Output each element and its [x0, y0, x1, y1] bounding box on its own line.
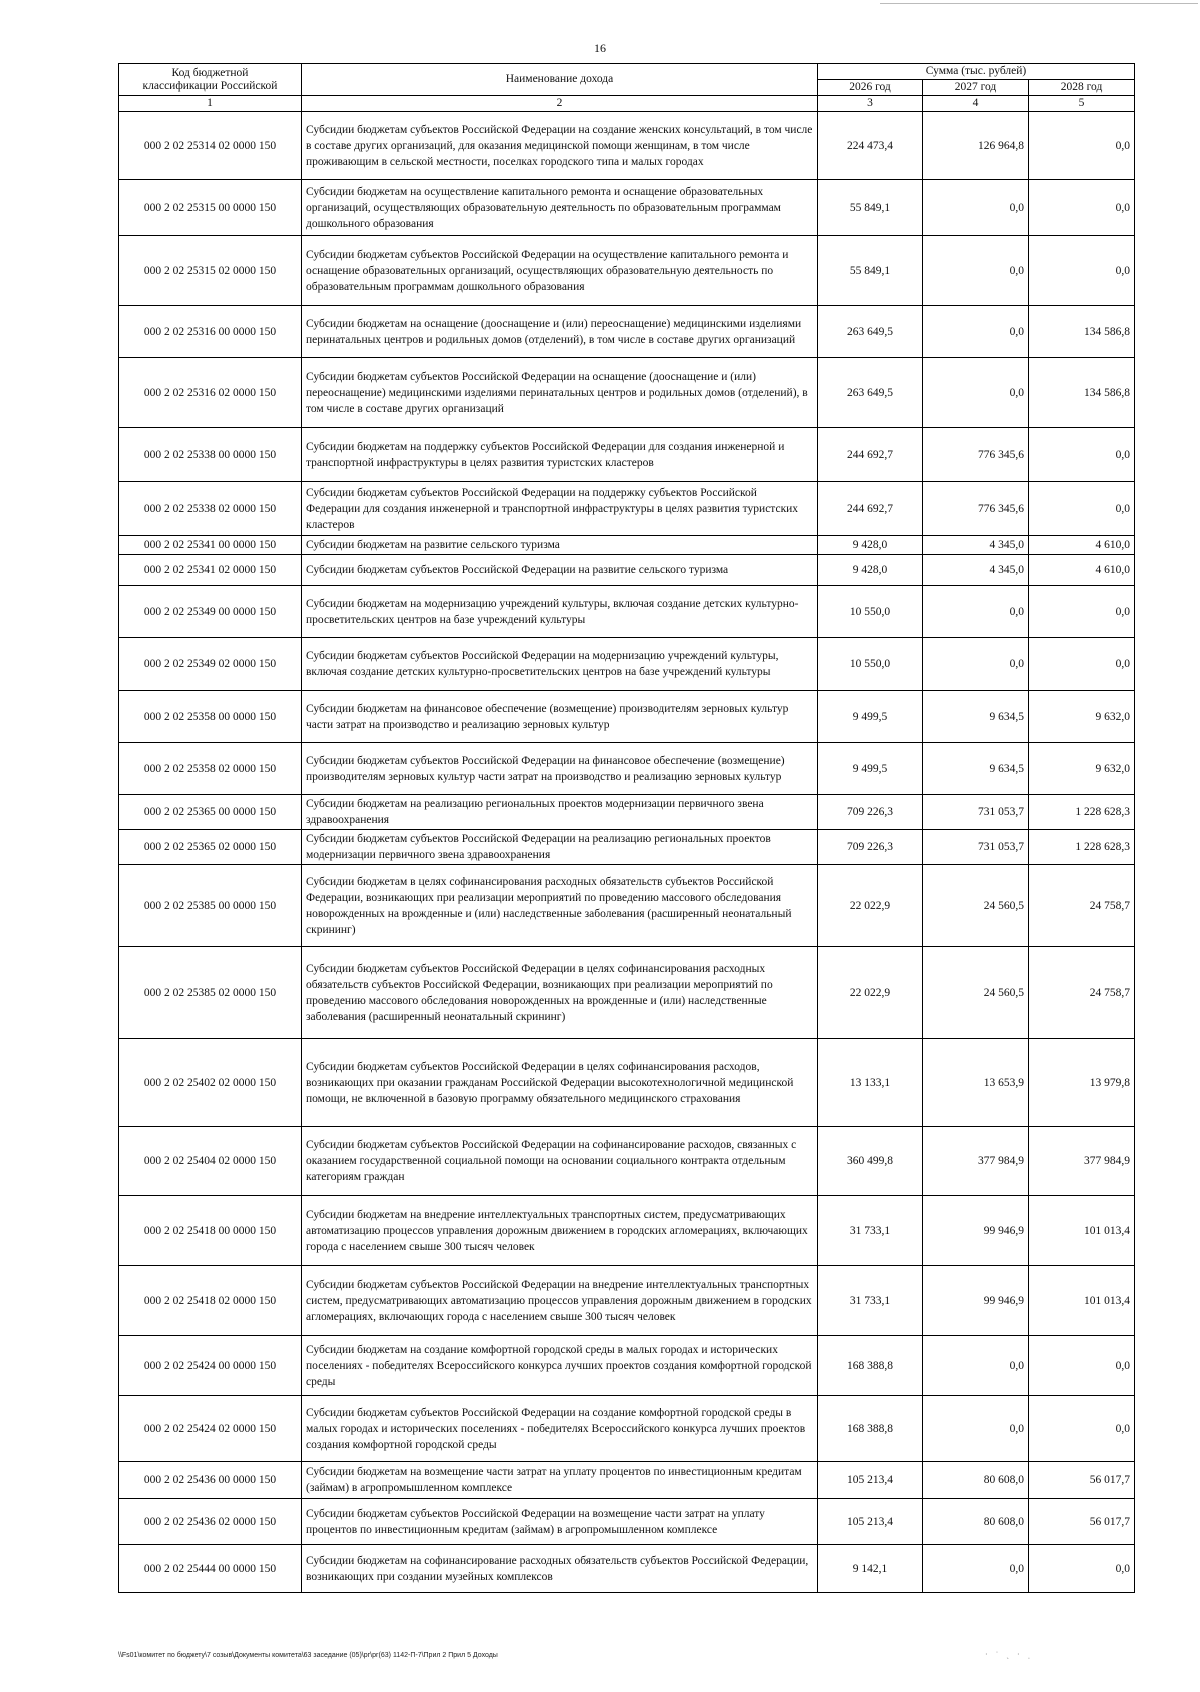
value-2028-cell: 0,0	[1029, 1336, 1135, 1396]
header-num-5: 5	[1029, 96, 1135, 112]
header-code: Код бюджетной классификации Российской	[119, 64, 302, 96]
value-2028-cell: 134 586,8	[1029, 306, 1135, 358]
value-2027-cell: 13 653,9	[923, 1039, 1029, 1127]
header-year-2027: 2027 год	[923, 80, 1029, 96]
table-row	[119, 112, 1135, 180]
value-2027-cell: 80 608,0	[923, 1462, 1029, 1499]
value-2028-cell: 4 610,0	[1029, 555, 1135, 586]
table-row	[119, 1396, 1135, 1462]
header-num-4: 4	[923, 96, 1029, 112]
value-2027-cell: 0,0	[923, 1396, 1029, 1462]
name-cell: Субсидии бюджетам субъектов Российской Федерации на финансовое обеспечение (возмещение) производителям зерновых культур части затрат на производство и реализацию зерновых культур	[302, 743, 818, 795]
code-cell: 000 2 02 25404 02 0000 150	[119, 1127, 302, 1196]
value-2026-cell: 168 388,8	[818, 1336, 923, 1396]
value-2027-cell: 9 634,5	[923, 691, 1029, 743]
name-cell: Субсидии бюджетам на внедрение интеллектуальных транспортных систем, предусматривающих автоматизацию процессов управления дорожным движением в городских агломерациях, включающих города с населением свыше 300 тысяч человек	[302, 1196, 818, 1266]
value-2026-cell: 10 550,0	[818, 586, 923, 638]
table-row	[119, 1462, 1135, 1499]
value-2026-cell: 22 022,9	[818, 865, 923, 947]
name-cell: Субсидии бюджетам субъектов Российской Федерации на реализацию региональных проектов модернизации первичного звена здравоохранения	[302, 830, 818, 865]
name-cell: Субсидии бюджетам на создание комфортной городской среды в малых городах и исторических поселениях - победителях Всероссийского конкурса лучших проектов создания комфортной городской среды	[302, 1336, 818, 1396]
name-cell: Субсидии бюджетам субъектов Российской Федерации на оснащение (дооснащение и (или) переоснащение) медицинскими изделиями перинатальных центров и родильных домов (отделений), в том числе в составе других организаций	[302, 358, 818, 428]
name-cell: Субсидии бюджетам субъектов Российской Федерации на возмещение части затрат на уплату процентов по инвестиционным кредитам (займам) в агропромышленном комплексе	[302, 1499, 818, 1545]
table-row	[119, 306, 1135, 358]
value-2027-cell: 126 964,8	[923, 112, 1029, 180]
value-2027-cell: 0,0	[923, 180, 1029, 236]
name-cell: Субсидии бюджетам субъектов Российской Федерации на поддержку субъектов Российской Федерации для создания инженерной и транспортной инфраструктуры в целях развития туристских кластеров	[302, 482, 818, 536]
value-2026-cell: 105 213,4	[818, 1462, 923, 1499]
value-2028-cell: 0,0	[1029, 586, 1135, 638]
value-2027-cell: 0,0	[923, 236, 1029, 306]
value-2027-cell: 24 560,5	[923, 865, 1029, 947]
header-num-2: 2	[302, 96, 818, 112]
value-2027-cell: 4 345,0	[923, 555, 1029, 586]
revenue-table	[118, 63, 1135, 1593]
value-2026-cell: 55 849,1	[818, 236, 923, 306]
code-cell: 000 2 02 25338 00 0000 150	[119, 428, 302, 482]
code-cell: 000 2 02 25418 02 0000 150	[119, 1266, 302, 1336]
value-2027-cell: 24 560,5	[923, 947, 1029, 1039]
value-2028-cell: 56 017,7	[1029, 1499, 1135, 1545]
value-2026-cell: 13 133,1	[818, 1039, 923, 1127]
table-row	[119, 830, 1135, 865]
value-2026-cell: 263 649,5	[818, 306, 923, 358]
value-2028-cell: 0,0	[1029, 112, 1135, 180]
name-cell: Субсидии бюджетам субъектов Российской Федерации в целях софинансирования расходных обязательств субъектов Российской Федерации, возникающих при реализации мероприятий по проведению массового обследования новорожденных на врожденные и (или) наследственные заболевания (расширенный неонатальный скрининг)	[302, 947, 818, 1039]
value-2028-cell: 0,0	[1029, 236, 1135, 306]
value-2027-cell: 0,0	[923, 358, 1029, 428]
code-cell: 000 2 02 25315 00 0000 150	[119, 180, 302, 236]
name-cell: Субсидии бюджетам на развитие сельского туризма	[302, 536, 818, 555]
value-2028-cell: 134 586,8	[1029, 358, 1135, 428]
name-cell: Субсидии бюджетам субъектов Российской Федерации в целях софинансирования расходов, возникающих при оказании гражданам Российской Федерации высокотехнологичной медицинской помощи, не включенной в базовую программу обязательного медицинского страхования	[302, 1039, 818, 1127]
value-2027-cell: 0,0	[923, 638, 1029, 691]
value-2027-cell: 377 984,9	[923, 1127, 1029, 1196]
code-cell: 000 2 02 25316 02 0000 150	[119, 358, 302, 428]
value-2026-cell: 9 499,5	[818, 743, 923, 795]
value-2026-cell: 709 226,3	[818, 830, 923, 865]
table-row	[119, 358, 1135, 428]
value-2028-cell: 0,0	[1029, 1396, 1135, 1462]
code-cell: 000 2 02 25314 02 0000 150	[119, 112, 302, 180]
code-cell: 000 2 02 25402 02 0000 150	[119, 1039, 302, 1127]
table-row	[119, 1266, 1135, 1336]
code-cell: 000 2 02 25365 02 0000 150	[119, 830, 302, 865]
value-2026-cell: 31 733,1	[818, 1266, 923, 1336]
code-cell: 000 2 02 25385 02 0000 150	[119, 947, 302, 1039]
name-cell: Субсидии бюджетам субъектов Российской Федерации на осуществление капитального ремонта и оснащение образовательных организаций, осуществляющих образовательную деятельность по образовательным программам дошкольного образования	[302, 236, 818, 306]
header-year-2028: 2028 год	[1029, 80, 1135, 96]
value-2027-cell: 0,0	[923, 306, 1029, 358]
table-row	[119, 947, 1135, 1039]
table-row	[119, 428, 1135, 482]
value-2027-cell: 80 608,0	[923, 1499, 1029, 1545]
name-cell: Субсидии бюджетам субъектов Российской Федерации на внедрение интеллектуальных транспортных систем, предусматривающих автоматизацию процессов управления дорожным движением в городских агломерациях, включающих города с населением свыше 300 тысяч человек	[302, 1266, 818, 1336]
value-2028-cell: 9 632,0	[1029, 743, 1135, 795]
value-2027-cell: 99 946,9	[923, 1266, 1029, 1336]
value-2026-cell: 31 733,1	[818, 1196, 923, 1266]
value-2028-cell: 4 610,0	[1029, 536, 1135, 555]
header-year-2026: 2026 год	[818, 80, 923, 96]
table-row	[119, 1039, 1135, 1127]
table-row	[119, 743, 1135, 795]
code-cell: 000 2 02 25444 00 0000 150	[119, 1545, 302, 1593]
code-cell: 000 2 02 25341 00 0000 150	[119, 536, 302, 555]
value-2028-cell: 0,0	[1029, 180, 1135, 236]
table-row	[119, 865, 1135, 947]
name-cell: Субсидии бюджетам на софинансирование расходных обязательств субъектов Российской Федерации, возникающих при создании музейных комплексов	[302, 1545, 818, 1593]
value-2026-cell: 224 473,4	[818, 112, 923, 180]
value-2027-cell: 776 345,6	[923, 482, 1029, 536]
value-2026-cell: 360 499,8	[818, 1127, 923, 1196]
code-cell: 000 2 02 25358 02 0000 150	[119, 743, 302, 795]
value-2027-cell: 731 053,7	[923, 830, 1029, 865]
value-2026-cell: 244 692,7	[818, 482, 923, 536]
code-cell: 000 2 02 25315 02 0000 150	[119, 236, 302, 306]
code-cell: 000 2 02 25385 00 0000 150	[119, 865, 302, 947]
code-cell: 000 2 02 25316 00 0000 150	[119, 306, 302, 358]
value-2028-cell: 0,0	[1029, 1545, 1135, 1593]
value-2027-cell: 0,0	[923, 586, 1029, 638]
value-2027-cell: 0,0	[923, 1336, 1029, 1396]
name-cell: Субсидии бюджетам субъектов Российской Федерации на создание женских консультаций, в том числе в составе других организаций, для оказания медицинской помощи женщинам, в том числе проживающим в сельской местности, поселках городского типа и малых городах	[302, 112, 818, 180]
table-row	[119, 236, 1135, 306]
value-2028-cell: 1 228 628,3	[1029, 830, 1135, 865]
header-num-1: 1	[119, 96, 302, 112]
table-row	[119, 1499, 1135, 1545]
table-row	[119, 795, 1135, 830]
value-2026-cell: 244 692,7	[818, 428, 923, 482]
name-cell: Субсидии бюджетам в целях софинансирования расходных обязательств субъектов Российской Федерации, возникающих при реализации мероприятий по проведению массового обследования новорожденных на врожденные и (или) наследственные заболевания (расширенный неонатальный скрининг)	[302, 865, 818, 947]
value-2028-cell: 377 984,9	[1029, 1127, 1135, 1196]
name-cell: Субсидии бюджетам на осуществление капитального ремонта и оснащение образовательных организаций, осуществляющих образовательную деятельность по образовательным программам дошкольного образования	[302, 180, 818, 236]
value-2027-cell: 4 345,0	[923, 536, 1029, 555]
name-cell: Субсидии бюджетам на оснащение (дооснащение и (или) переоснащение) медицинскими изделиями перинатальных центров и родильных домов (отделений), в том числе в составе других организаций	[302, 306, 818, 358]
header-name: Наименование дохода	[302, 64, 818, 96]
value-2028-cell: 9 632,0	[1029, 691, 1135, 743]
code-cell: 000 2 02 25365 00 0000 150	[119, 795, 302, 830]
name-cell: Субсидии бюджетам на модернизацию учреждений культуры, включая создание детских культурно-просветительских центров на базе учреждений культуры	[302, 586, 818, 638]
code-cell: 000 2 02 25338 02 0000 150	[119, 482, 302, 536]
code-cell: 000 2 02 25349 02 0000 150	[119, 638, 302, 691]
table-row	[119, 180, 1135, 236]
table-row	[119, 1336, 1135, 1396]
code-cell: 000 2 02 25349 00 0000 150	[119, 586, 302, 638]
code-cell: 000 2 02 25418 00 0000 150	[119, 1196, 302, 1266]
table-row	[119, 536, 1135, 555]
value-2028-cell: 101 013,4	[1029, 1266, 1135, 1336]
table-row	[119, 482, 1135, 536]
value-2028-cell: 0,0	[1029, 638, 1135, 691]
footer-file-path: \\Fs01\комитет по бюджету\7 созыв\Документы комитета\63 заседание (05)\рг\рг(63) 1142-П-7\Прил 2 Прил 5 Доходы	[118, 1652, 498, 1659]
value-2028-cell: 24 758,7	[1029, 865, 1135, 947]
value-2028-cell: 56 017,7	[1029, 1462, 1135, 1499]
value-2028-cell: 0,0	[1029, 482, 1135, 536]
value-2026-cell: 9 499,5	[818, 691, 923, 743]
value-2026-cell: 263 649,5	[818, 358, 923, 428]
code-cell: 000 2 02 25424 00 0000 150	[119, 1336, 302, 1396]
value-2026-cell: 9 428,0	[818, 536, 923, 555]
table-row	[119, 555, 1135, 586]
value-2028-cell: 24 758,7	[1029, 947, 1135, 1039]
page-number: 16	[594, 41, 606, 55]
value-2027-cell: 99 946,9	[923, 1196, 1029, 1266]
value-2027-cell: 9 634,5	[923, 743, 1029, 795]
code-cell: 000 2 02 25424 02 0000 150	[119, 1396, 302, 1462]
value-2028-cell: 0,0	[1029, 428, 1135, 482]
code-cell: 000 2 02 25436 00 0000 150	[119, 1462, 302, 1499]
table-row	[119, 1127, 1135, 1196]
table-row	[119, 1545, 1135, 1593]
code-cell: 000 2 02 25358 00 0000 150	[119, 691, 302, 743]
table-row	[119, 1196, 1135, 1266]
value-2026-cell: 22 022,9	[818, 947, 923, 1039]
name-cell: Субсидии бюджетам субъектов Российской Федерации на создание комфортной городской среды в малых городах и исторических поселениях - победителях Всероссийского конкурса лучших проектов создания комфортной городской среды	[302, 1396, 818, 1462]
name-cell: Субсидии бюджетам субъектов Российской Федерации на модернизацию учреждений культуры, включая создание детских культурно-просветительских центров на базе учреждений культуры	[302, 638, 818, 691]
name-cell: Субсидии бюджетам на возмещение части затрат на уплату процентов по инвестиционным кредитам (займам) в агропромышленном комплексе	[302, 1462, 818, 1499]
value-2027-cell: 0,0	[923, 1545, 1029, 1593]
table-row	[119, 586, 1135, 638]
value-2026-cell: 9 142,1	[818, 1545, 923, 1593]
value-2026-cell: 9 428,0	[818, 555, 923, 586]
code-cell: 000 2 02 25341 02 0000 150	[119, 555, 302, 586]
name-cell: Субсидии бюджетам на финансовое обеспечение (возмещение) производителям зерновых культур части затрат на производство и реализацию зерновых культур	[302, 691, 818, 743]
code-cell: 000 2 02 25436 02 0000 150	[119, 1499, 302, 1545]
name-cell: Субсидии бюджетам субъектов Российской Федерации на софинансирование расходов, связанных с оказанием государственной социальной помощи на основании социального контракта отдельным категориям граждан	[302, 1127, 818, 1196]
name-cell: Субсидии бюджетам субъектов Российской Федерации на развитие сельского туризма	[302, 555, 818, 586]
name-cell: Субсидии бюджетам на реализацию региональных проектов модернизации первичного звена здравоохранения	[302, 795, 818, 830]
value-2026-cell: 10 550,0	[818, 638, 923, 691]
value-2026-cell: 55 849,1	[818, 180, 923, 236]
value-2026-cell: 168 388,8	[818, 1396, 923, 1462]
scan-noise: · ˙ ˎ · ˌ	[985, 1650, 1034, 1659]
value-2027-cell: 776 345,6	[923, 428, 1029, 482]
header-num-3: 3	[818, 96, 923, 112]
header-sum: Сумма (тыс. рублей)	[818, 64, 1135, 80]
value-2026-cell: 105 213,4	[818, 1499, 923, 1545]
value-2026-cell: 709 226,3	[818, 795, 923, 830]
name-cell: Субсидии бюджетам на поддержку субъектов Российской Федерации для создания инженерной и транспортной инфраструктуры в целях развития туристских кластеров	[302, 428, 818, 482]
value-2027-cell: 731 053,7	[923, 795, 1029, 830]
table-row	[119, 691, 1135, 743]
value-2028-cell: 13 979,8	[1029, 1039, 1135, 1127]
table-row	[119, 638, 1135, 691]
value-2028-cell: 1 228 628,3	[1029, 795, 1135, 830]
scan-edge-line	[880, 3, 1198, 4]
value-2028-cell: 101 013,4	[1029, 1196, 1135, 1266]
